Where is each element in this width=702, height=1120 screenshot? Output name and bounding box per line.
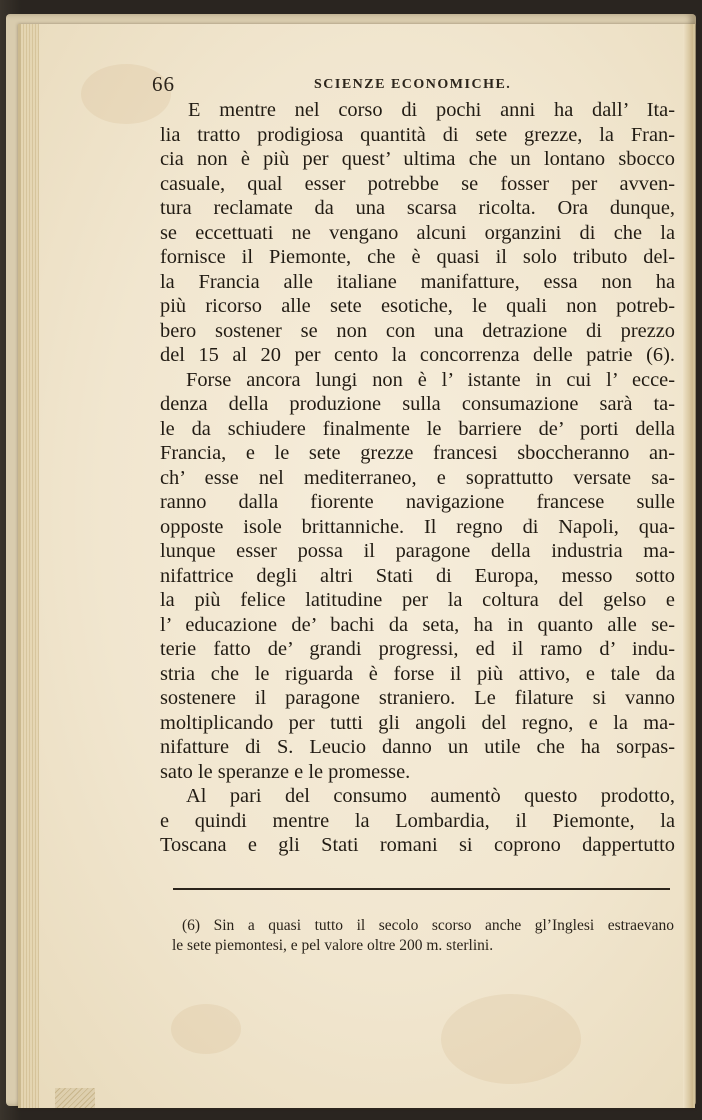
- text-line: Forse ancora lungi non è l’ istante in cui l’ ecce-: [186, 368, 675, 391]
- page-gutter-edge: [21, 24, 39, 1108]
- text-line: fornisce il Piemonte, che è quasi il solo tributo del-: [160, 246, 675, 268]
- page-number: 66: [152, 72, 175, 96]
- footnote-line: le sete piemontesi, e pel valore oltre 200 m. sterlini.: [172, 937, 494, 954]
- text-line: nifatture di S. Leucio danno un utile che ha sorpas-: [160, 736, 675, 758]
- text-line: se eccettuati ne vengano alcuni organzini di che la: [160, 221, 675, 244]
- text-line: sostenere il paragone straniero. Le filature si vanno: [160, 687, 675, 709]
- page-fore-edge: [683, 24, 693, 1108]
- text-line: tura reclamate da una scarsa ricolta. Ora dunque,: [160, 197, 675, 219]
- text-line: Francia, e le sete grezze francesi sboccheranno an-: [160, 442, 675, 464]
- text-line: del 15 al 20 per cento la concorrenza delle patrie (6).: [160, 344, 675, 366]
- text-line: e quindi mentre la Lombardia, il Piemonte, la: [160, 809, 675, 832]
- footnote: [172, 916, 674, 956]
- text-line: E mentre nel corso di pochi anni ha dall’ Ita-: [188, 99, 675, 121]
- text-line: casuale, qual esser potrebbe se fosser per avven-: [160, 172, 675, 195]
- text-line: sato le speranze e le promesse.: [160, 760, 411, 783]
- footnote-divider: [173, 888, 670, 890]
- text-line: lia tratto prodigiosa quantità di sete grezze, la Fran-: [160, 123, 675, 146]
- foxing-stain: [441, 994, 581, 1084]
- text-line: opposte isole brittanniche. Il regno di Napoli, qua-: [160, 515, 675, 538]
- text-line: le da schiudere finalmente le barriere de’ porti della: [160, 417, 675, 440]
- text-line: terie fatto de’ grandi progressi, ed il ramo d’ indu-: [160, 638, 675, 660]
- text-line: la più felice latitudine per la coltura del gelso e: [160, 589, 675, 611]
- text-line: Toscana e gli Stati romani si coprono dappertutto: [160, 834, 675, 856]
- text-line: moltiplicando per tutti gli angoli del regno, e la ma-: [160, 711, 675, 734]
- text-line: stria che le riguarda è forse il più attivo, e tale da: [160, 662, 675, 685]
- text-line: ranno dalla fiorente navigazione francese sulle: [160, 491, 675, 513]
- text-line: la Francia alle italiane manifatture, essa non ha: [160, 270, 675, 293]
- text-line: bero sostener se non con una detrazione di prezzo: [160, 319, 675, 342]
- text-line: Al pari del consumo aumentò questo prodotto,: [186, 785, 675, 807]
- worn-corner: [55, 1088, 95, 1108]
- text-line: l’ educazione de’ bachi da seta, ha in quanto alle se-: [160, 613, 675, 636]
- text-line: più ricorso alle sete esotiche, le quali non potreb-: [160, 295, 675, 317]
- text-line: ch’ esse nel mediterraneo, e soprattutto versate sa-: [160, 466, 675, 489]
- text-line: nifattrice degli altri Stati di Europa, messo sotto: [160, 564, 675, 587]
- footnote-line: (6) Sin a quasi tutto il secolo scorso anche gl’Inglesi estraevano: [182, 917, 674, 934]
- text-line: denza della produzione sulla consumazione sarà ta-: [160, 393, 675, 415]
- running-head: [152, 72, 672, 98]
- text-line: cia non è più per quest’ ultima che un lontano sbocco: [160, 148, 675, 170]
- foxing-stain: [171, 1004, 241, 1054]
- text-line: lunque esser possa il paragone della industria ma-: [160, 540, 675, 562]
- running-head-title: SCIENZE ECONOMICHE.: [314, 77, 512, 92]
- body-text: [160, 98, 675, 858]
